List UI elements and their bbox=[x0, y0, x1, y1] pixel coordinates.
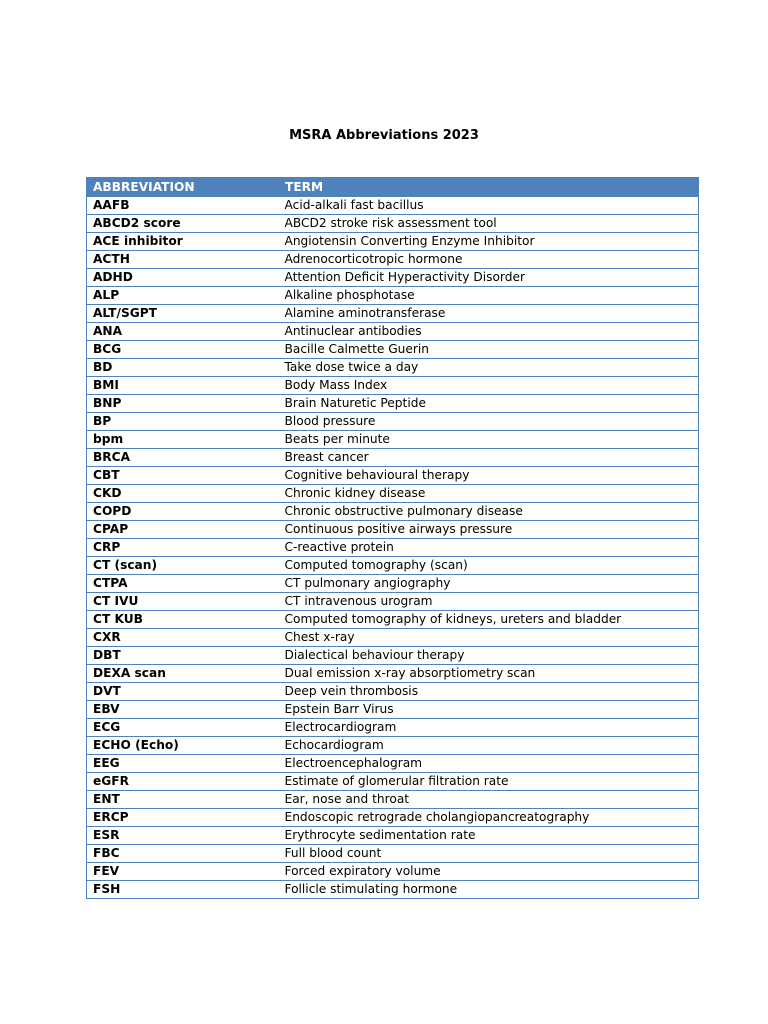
term-cell: Computed tomography (scan) bbox=[279, 557, 699, 575]
abbreviation-cell: eGFR bbox=[87, 773, 279, 791]
table-row bbox=[87, 503, 699, 521]
abbreviation-cell: ENT bbox=[87, 791, 279, 809]
abbreviation-cell: FEV bbox=[87, 863, 279, 881]
table-row bbox=[87, 197, 699, 215]
term-cell: Antinuclear antibodies bbox=[279, 323, 699, 341]
term-cell: Electroencephalogram bbox=[279, 755, 699, 773]
table-row bbox=[87, 449, 699, 467]
term-cell: Continuous positive airways pressure bbox=[279, 521, 699, 539]
abbreviation-cell: FSH bbox=[87, 881, 279, 899]
term-cell: Full blood count bbox=[279, 845, 699, 863]
term-cell: Ear, nose and throat bbox=[279, 791, 699, 809]
table-row bbox=[87, 575, 699, 593]
table-row bbox=[87, 881, 699, 899]
term-cell: Acid-alkali fast bacillus bbox=[279, 197, 699, 215]
term-cell: Take dose twice a day bbox=[279, 359, 699, 377]
abbreviation-cell: ADHD bbox=[87, 269, 279, 287]
table-row bbox=[87, 845, 699, 863]
term-cell: Chest x-ray bbox=[279, 629, 699, 647]
table-body bbox=[87, 197, 699, 899]
table-row bbox=[87, 413, 699, 431]
term-cell: C-reactive protein bbox=[279, 539, 699, 557]
page-title: MSRA Abbreviations 2023 bbox=[289, 128, 479, 143]
term-cell: Chronic kidney disease bbox=[279, 485, 699, 503]
term-cell: Bacille Calmette Guerin bbox=[279, 341, 699, 359]
table-row bbox=[87, 701, 699, 719]
term-cell: Beats per minute bbox=[279, 431, 699, 449]
abbreviation-cell: BRCA bbox=[87, 449, 279, 467]
table-row bbox=[87, 341, 699, 359]
term-cell: Adrenocorticotropic hormone bbox=[279, 251, 699, 269]
table-row bbox=[87, 485, 699, 503]
term-cell: Echocardiogram bbox=[279, 737, 699, 755]
table-row bbox=[87, 629, 699, 647]
abbreviation-cell: CT KUB bbox=[87, 611, 279, 629]
term-cell: Dual emission x-ray absorptiometry scan bbox=[279, 665, 699, 683]
abbreviation-cell: bpm bbox=[87, 431, 279, 449]
table-row bbox=[87, 737, 699, 755]
table-header-row bbox=[87, 178, 699, 197]
term-cell: Erythrocyte sedimentation rate bbox=[279, 827, 699, 845]
term-cell: Endoscopic retrograde cholangiopancreatography bbox=[279, 809, 699, 827]
term-cell: CT pulmonary angiography bbox=[279, 575, 699, 593]
abbreviation-cell: COPD bbox=[87, 503, 279, 521]
table-row bbox=[87, 827, 699, 845]
abbreviation-cell: EEG bbox=[87, 755, 279, 773]
abbreviation-cell: ECG bbox=[87, 719, 279, 737]
abbreviation-cell: ECHO (Echo) bbox=[87, 737, 279, 755]
term-cell: Brain Naturetic Peptide bbox=[279, 395, 699, 413]
term-cell: ABCD2 stroke risk assessment tool bbox=[279, 215, 699, 233]
table-row bbox=[87, 665, 699, 683]
abbreviation-cell: CT (scan) bbox=[87, 557, 279, 575]
term-cell: Dialectical behaviour therapy bbox=[279, 647, 699, 665]
term-cell: Alkaline phosphotase bbox=[279, 287, 699, 305]
abbreviation-cell: BMI bbox=[87, 377, 279, 395]
abbreviation-cell: BNP bbox=[87, 395, 279, 413]
table-row bbox=[87, 683, 699, 701]
abbreviation-cell: CTPA bbox=[87, 575, 279, 593]
term-cell: Chronic obstructive pulmonary disease bbox=[279, 503, 699, 521]
table-row bbox=[87, 719, 699, 737]
abbreviation-cell: CPAP bbox=[87, 521, 279, 539]
abbreviation-cell: ESR bbox=[87, 827, 279, 845]
table-row bbox=[87, 863, 699, 881]
table-row bbox=[87, 251, 699, 269]
abbreviation-cell: CKD bbox=[87, 485, 279, 503]
table-row bbox=[87, 269, 699, 287]
term-cell: Computed tomography of kidneys, ureters and bladder bbox=[279, 611, 699, 629]
term-cell: Body Mass Index bbox=[279, 377, 699, 395]
abbreviation-cell: CXR bbox=[87, 629, 279, 647]
table-row bbox=[87, 431, 699, 449]
table-row bbox=[87, 611, 699, 629]
column-header-abbreviation: ABBREVIATION bbox=[87, 178, 279, 197]
term-cell: Deep vein thrombosis bbox=[279, 683, 699, 701]
table-row bbox=[87, 773, 699, 791]
table-row bbox=[87, 809, 699, 827]
table-row bbox=[87, 521, 699, 539]
term-cell: Blood pressure bbox=[279, 413, 699, 431]
abbreviation-cell: BP bbox=[87, 413, 279, 431]
abbreviation-cell: CRP bbox=[87, 539, 279, 557]
table-row bbox=[87, 377, 699, 395]
term-cell: Attention Deficit Hyperactivity Disorder bbox=[279, 269, 699, 287]
table-row bbox=[87, 647, 699, 665]
term-cell: Cognitive behavioural therapy bbox=[279, 467, 699, 485]
term-cell: Electrocardiogram bbox=[279, 719, 699, 737]
table-row bbox=[87, 323, 699, 341]
abbreviations-table bbox=[86, 177, 699, 899]
term-cell: Follicle stimulating hormone bbox=[279, 881, 699, 899]
table-row bbox=[87, 593, 699, 611]
abbreviation-cell: AAFB bbox=[87, 197, 279, 215]
term-cell: Estimate of glomerular filtration rate bbox=[279, 773, 699, 791]
table-row bbox=[87, 233, 699, 251]
abbreviation-cell: ACTH bbox=[87, 251, 279, 269]
abbreviation-cell: ALP bbox=[87, 287, 279, 305]
table-row bbox=[87, 467, 699, 485]
table-row bbox=[87, 215, 699, 233]
abbreviation-cell: BD bbox=[87, 359, 279, 377]
table-row bbox=[87, 791, 699, 809]
table-row bbox=[87, 539, 699, 557]
column-header-term: TERM bbox=[279, 178, 699, 197]
abbreviation-cell: EBV bbox=[87, 701, 279, 719]
term-cell: Epstein Barr Virus bbox=[279, 701, 699, 719]
abbreviation-cell: BCG bbox=[87, 341, 279, 359]
table-row bbox=[87, 359, 699, 377]
table-row bbox=[87, 755, 699, 773]
term-cell: Angiotensin Converting Enzyme Inhibitor bbox=[279, 233, 699, 251]
term-cell: CT intravenous urogram bbox=[279, 593, 699, 611]
abbreviation-cell: ACE inhibitor bbox=[87, 233, 279, 251]
abbreviation-cell: ALT/SGPT bbox=[87, 305, 279, 323]
abbreviation-cell: ANA bbox=[87, 323, 279, 341]
term-cell: Forced expiratory volume bbox=[279, 863, 699, 881]
term-cell: Alamine aminotransferase bbox=[279, 305, 699, 323]
abbreviation-cell: CBT bbox=[87, 467, 279, 485]
table-row bbox=[87, 305, 699, 323]
abbreviation-cell: DBT bbox=[87, 647, 279, 665]
table-row bbox=[87, 557, 699, 575]
abbreviation-cell: DVT bbox=[87, 683, 279, 701]
table-row bbox=[87, 395, 699, 413]
abbreviation-cell: CT IVU bbox=[87, 593, 279, 611]
abbreviation-cell: ERCP bbox=[87, 809, 279, 827]
term-cell: Breast cancer bbox=[279, 449, 699, 467]
abbreviation-cell: FBC bbox=[87, 845, 279, 863]
table-row bbox=[87, 287, 699, 305]
abbreviation-cell: ABCD2 score bbox=[87, 215, 279, 233]
abbreviation-cell: DEXA scan bbox=[87, 665, 279, 683]
